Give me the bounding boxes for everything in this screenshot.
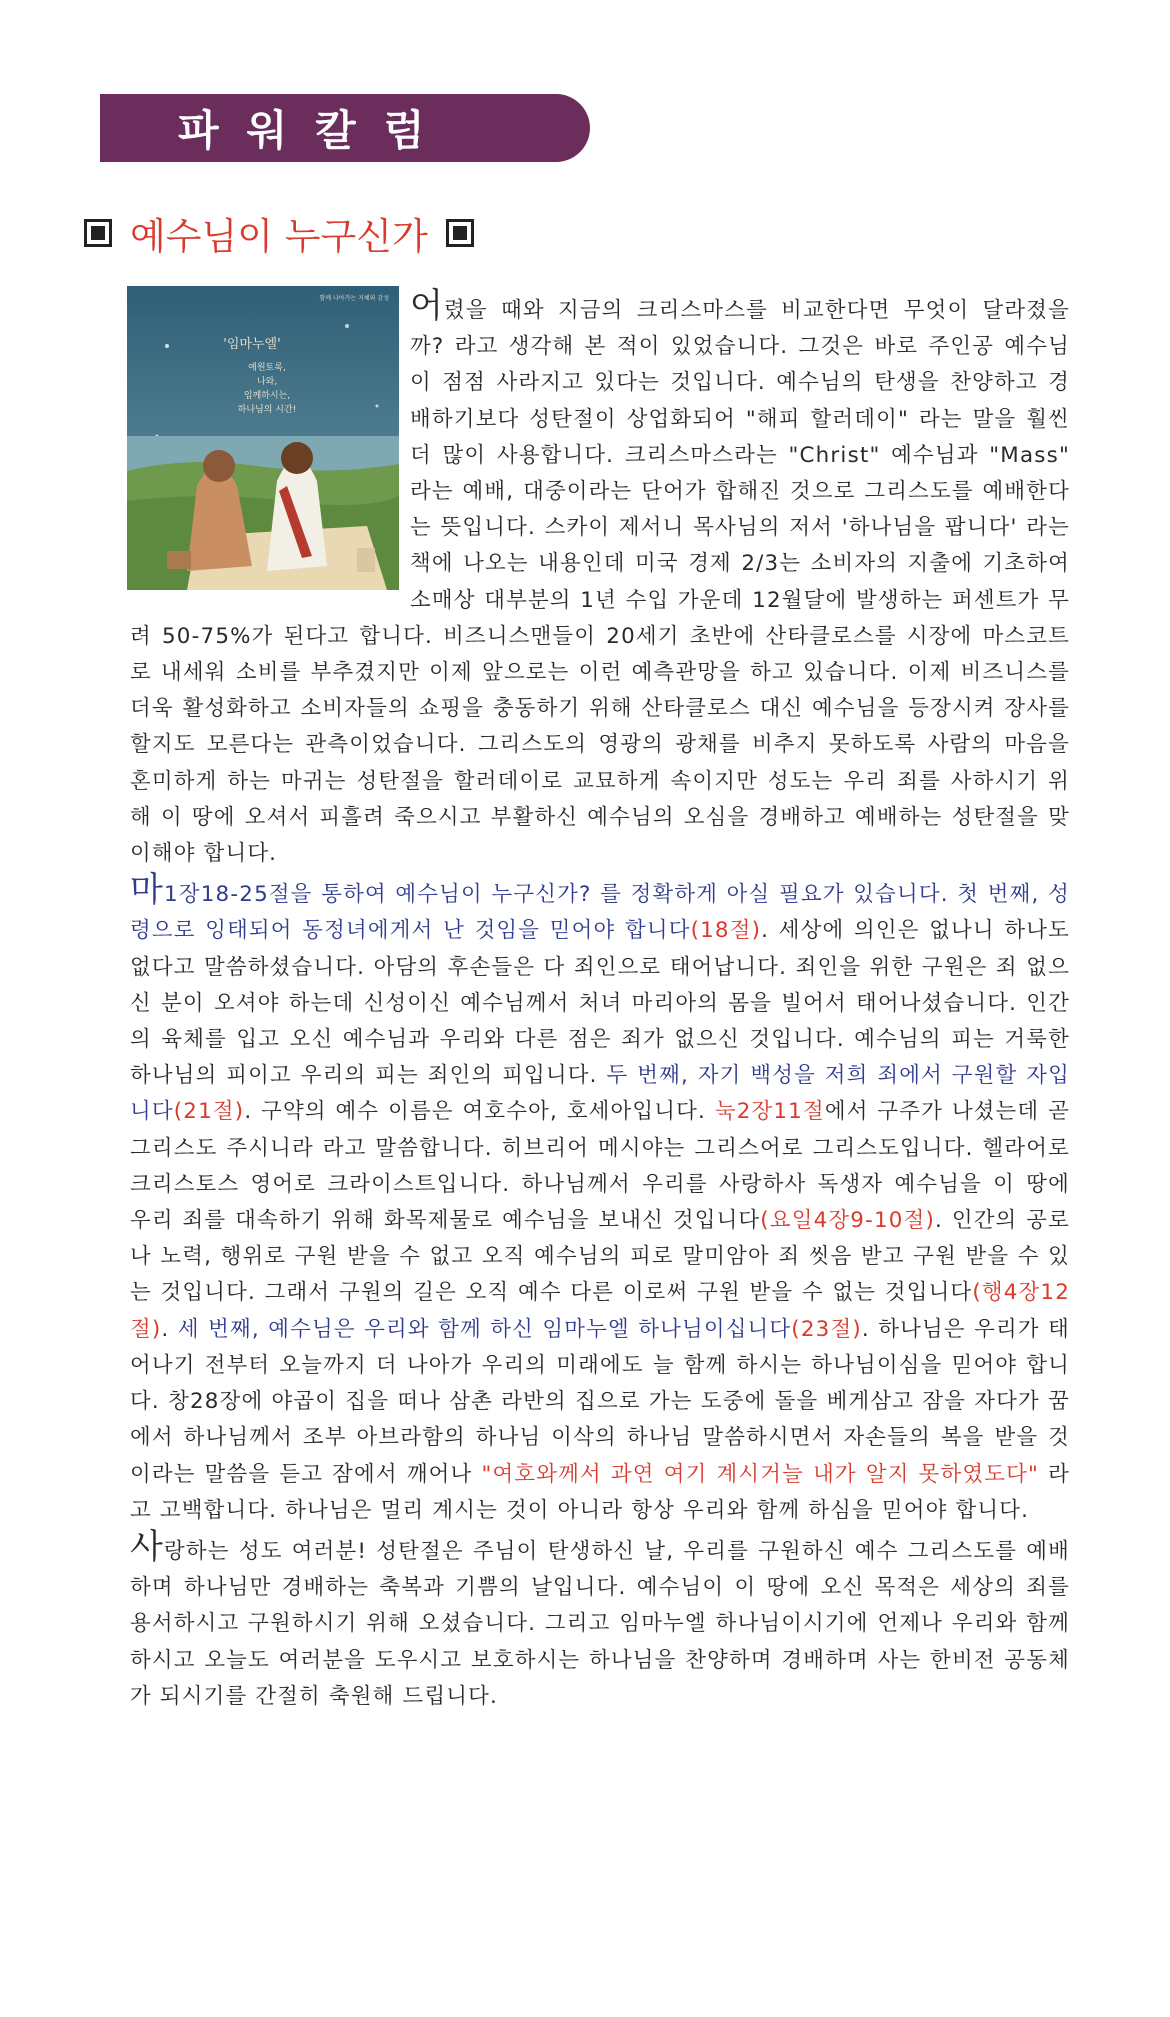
column-header-label: 파워칼럼 [178,106,453,155]
square-bullet-icon [84,219,112,247]
article-body [130,288,1070,1715]
paragraph-text: . [161,1316,178,1342]
paragraph-text: . 하나님은 우리가 태어나기 전부터 오늘까지 더 나아가 우리의 미래에도 늘 함께 하시는 하나님이심을 믿어야 합니다. 창28장에 야곱이 집을 떠나 삼촌 라반의 집으로 가는 도중에 돌을 베게삼고 잠을 자다가 꿈에서 하나님께서 조부 아브라함의 하나님 이삭의 하나님 말씀하시면서 자손들의 복을 받을 것이라는 말씀을 듣고 잠에서 깨어나 [130,1316,1071,1487]
scripture-reference: 눅2장11절 [714,1099,825,1125]
paragraph-text: 렸을 때와 지금의 크리스마스를 비교한다면 무엇이 달라졌을까? 라고 생각해 본 적이 있었습니다. 그것은 바로 주인공 예수님이 점점 사라지고 있다는 것입니다. 예수님의 탄생을 찬양하고 경배하기보다 성탄절이 상업화되어 "해피 할러데이" 라는 말을 훨씬 더 많이 사용합니다. 크리스마스라는 "Christ" 예수님과 "Mass" 라는 예배, 대중이라는 단어가 합해진 것으로 그리스도를 예배한다는 뜻입니다. 스카이 제서니 목사님의 저서 '하나님을 팝니다' 라는 책에 나오는 내용인데 미국 경제 2/3는 소비자의 지출에 기초하여 소매상 대부분의 1년 수입 가운데 12월달에 발생하는 퍼센트가 무려 50-75%가 된다고 합니다. 비즈니스맨들이 20세기 초반에 산타클로스를 시장에 마스코트로 내세워 소비를 부추겼지만 이제 앞으로는 이런 예측관망을 하고 있습니다. 이제 비즈니스를 더욱 활성화하고 소비자들의 쇼핑을 충동하기 위해 산타클로스 대신 예수님을 등장시켜 장사를 할지도 모른다는 관측이었습니다. 그리스도의 영광의 광채를 비추지 못하도록 사람의 마음을 혼미하게 하는 마귀는 성탄절을 할러데이로 교묘하게 속이지만 성도는 우리 죄를 사하시기 위해 이 땅에 오셔서 피흘려 죽으시고 부활하신 예수님의 오심을 경배하고 예배하는 성탄절을 맞이해야 합니다. [130,298,1070,867]
paragraph-text: 랑하는 성도 여러분! 성탄절은 주님이 탄생하신 날, 우리를 구원하신 예수 그리스도를 예배하며 하나님만 경배하는 축복과 기쁨의 날입니다. 예수님이 이 땅에 오신 목적은 세상의 죄를 용서하시고 구원하시기 위해 오셨습니다. 그리고 임마누엘 하나님이시기에 언제나 우리와 함께 하시고 오늘도 여러분을 도우시고 보호하시는 하나님을 찬양하며 경배하며 사는 한비전 공동체가 되시기를 간절히 축원해 드립니다. [130,1538,1070,1709]
scripture-quote: "여호와께서 과연 여기 계시거늘 내가 알지 못하였도다" [481,1461,1040,1487]
emphasis-text: 두 번째, 자기 백성을 저희 죄에서 구원할 자입니다 [130,1063,1070,1125]
scripture-reference: (23절) [791,1316,862,1342]
scripture-reference: (요일4장9-10절) [760,1208,935,1234]
paragraph-text: . 구약의 예수 이름은 여호수아, 호세아입니다. [244,1099,715,1125]
square-bullet-icon [446,219,474,247]
drop-cap: 마 [130,870,165,911]
paragraph-text: . 인간의 공로나 노력, 행위로 구원 받을 수 없고 오직 예수님의 피로 말미암아 죄 씻음 받고 구원 받을 수 있는 것입니다. 그래서 구원의 길은 오직 예수 다른 이로써 구원 받을 수 없는 것입니다 [130,1208,1070,1306]
column-header-banner [100,94,590,162]
paragraph-2 [130,872,1070,1529]
scripture-reference: (21절) [173,1099,245,1125]
illustration-caption-line: 임께하시는, [243,391,291,401]
scripture-reference: (18절) [690,918,762,944]
illustration-caption-line: 하나님의 시간! [237,405,297,415]
illustration-caption-line: '임마누엘' [223,337,281,352]
scripture-reference: (행4장12절) [130,1280,1071,1342]
article-title: 예수님이 누구신가 [130,215,428,258]
emphasis-text: 1장18-25절을 통하여 예수님이 누구신가? 를 정확하게 아실 필요가 있습니다. 첫 번째, 성령으로 잉태되어 동정녀에게서 난 것임을 믿어야 합니다 [130,882,1070,944]
paragraph-text: 라고 고백합니다. 하나님은 멀리 계시는 것이 아니라 항상 우리와 함께 하심을 믿어야 합니다. [130,1461,1070,1523]
drop-cap: 사 [130,1526,165,1567]
illustration-corner-text: 함께 나아가는 지혜와 감성 [319,295,389,302]
article-title-row [84,206,474,260]
image-spacer [130,288,410,590]
paragraph-3 [130,1526,1070,1715]
drop-cap: 어 [410,286,445,326]
illustration-caption-line: 나와, [256,377,278,387]
emphasis-text: 세 번째, 예수님은 우리와 함께 하신 임마누엘 하나님이십니다 [177,1316,792,1342]
paragraph-text: . 세상에 의인은 없나니 하나도 없다고 말씀하셨습니다. 아담의 후손들은 다 죄인으로 태어납니다. 죄인을 위한 구원은 죄 없으신 분이 오셔야 하는데 신성이신 예수님께서 처녀 마리아의 몸을 빌어서 태어나셨습니다. 인간의 육체를 입고 오신 예수님과 우리와 다른 점은 죄가 없으신 것입니다. 예수님의 피는 거룩한 하나님의 피이고 우리의 피는 죄인의 피입니다. [130,918,1070,1089]
paragraph-text: 에서 구주가 나셨는데 곧 그리스도 주시니라 라고 말씀합니다. 히브리어 메시야는 그리스어로 그리스도입니다. 헬라어로 크리스토스 영어로 크라이스트입니다. 하나님께서 우리를 사랑하사 독생자 예수님을 이 땅에 우리 죄를 대속하기 위해 화목제물로 예수님을 보내신 것입니다 [130,1099,1070,1234]
illustration-caption-line: 예원토록, [248,363,286,373]
